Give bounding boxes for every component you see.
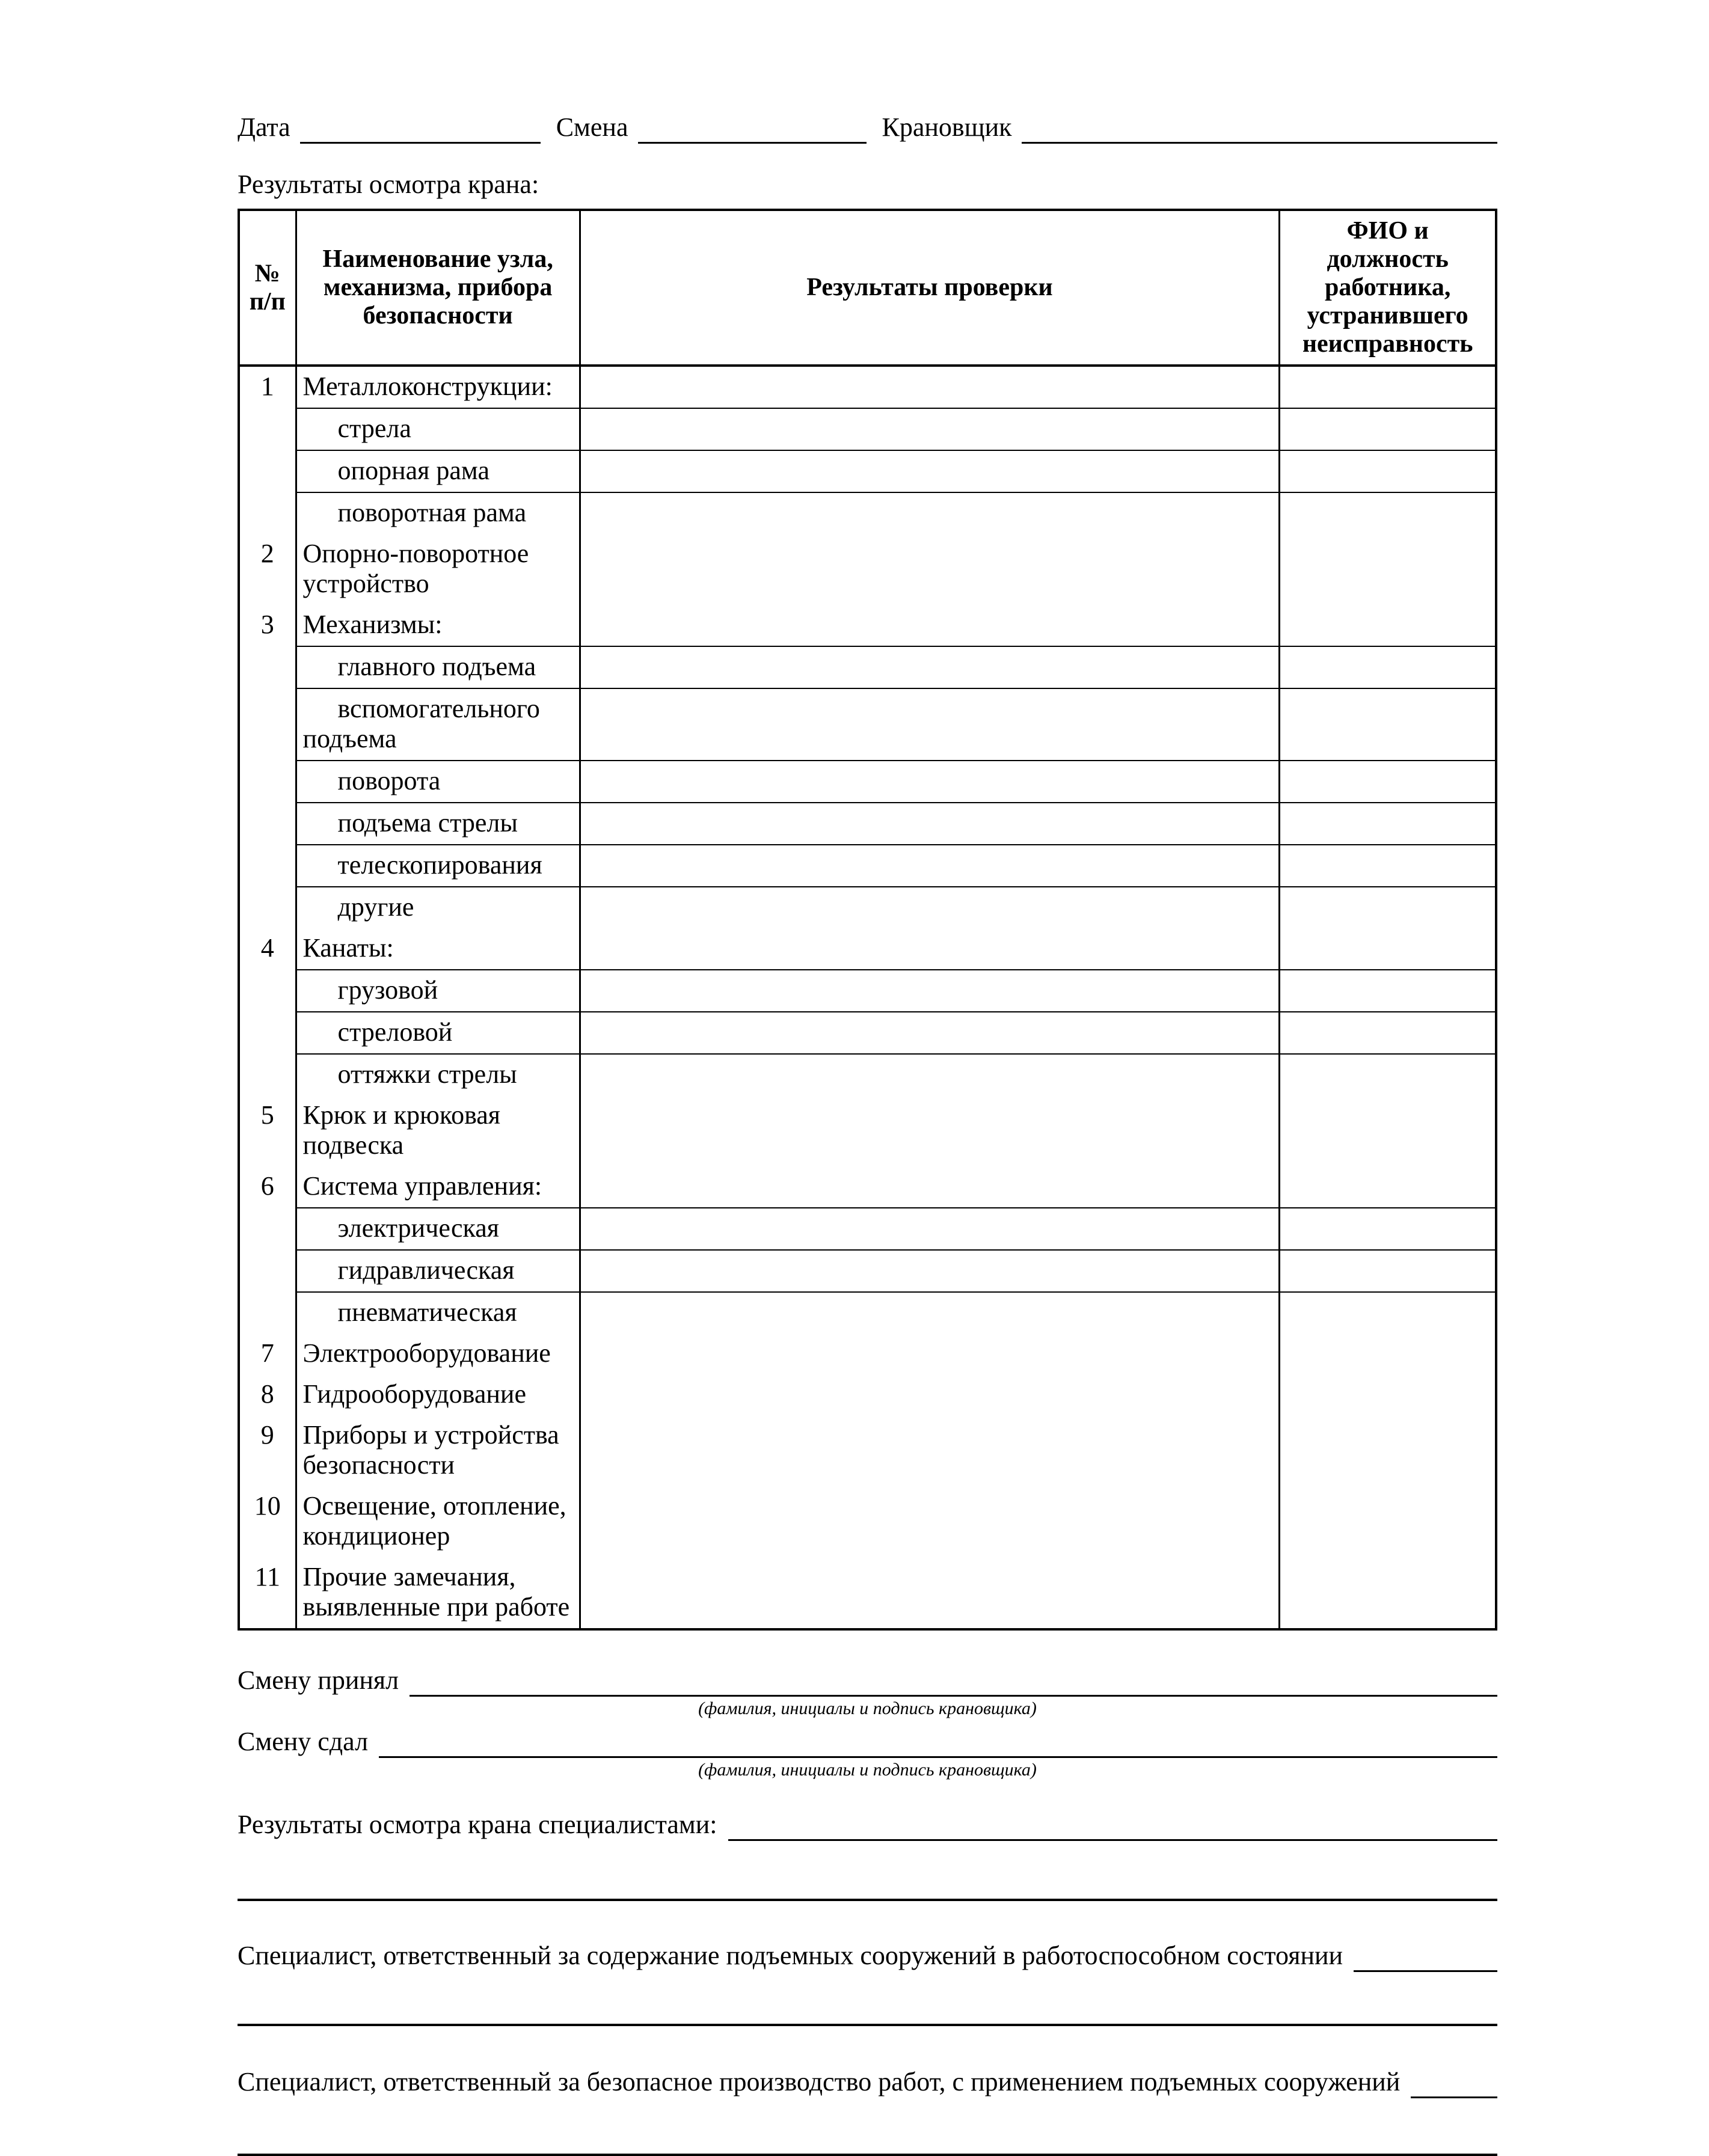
table-header-row — [239, 210, 1496, 366]
check-result-cell[interactable] — [580, 408, 1280, 450]
shift-handed-row — [238, 1726, 1497, 1758]
fio-cell[interactable] — [1280, 450, 1496, 492]
check-result-cell[interactable] — [580, 887, 1280, 928]
table-row — [239, 1208, 1496, 1250]
row-sublabel: электрическая — [296, 1208, 580, 1250]
fio-cell[interactable] — [1280, 845, 1496, 887]
fio-cell[interactable] — [1280, 1054, 1496, 1095]
fio-cell[interactable] — [1280, 534, 1496, 605]
crane-operator-label: Крановщик — [882, 112, 1012, 142]
table-row — [239, 534, 1496, 605]
check-result-cell[interactable] — [580, 1292, 1280, 1334]
specialist-2-row — [238, 2066, 1497, 2098]
specialists-results-line[interactable] — [728, 1809, 1498, 1841]
section-title: Результаты осмотра крана: — [238, 170, 539, 199]
row-number: 1 — [239, 366, 296, 534]
row-number: 6 — [239, 1166, 296, 1334]
check-result-cell[interactable] — [580, 1486, 1280, 1557]
check-result-cell[interactable] — [580, 492, 1280, 534]
table-row — [239, 408, 1496, 450]
row-number: 11 — [239, 1557, 296, 1629]
row-sublabel: другие — [296, 887, 580, 928]
col-header-unit-name: Наименование узла, механизма, прибора безопасности — [296, 210, 580, 366]
shift-input-line[interactable] — [638, 112, 867, 144]
row-sublabel: подъема стрелы — [296, 803, 580, 845]
row-number: 8 — [239, 1374, 296, 1415]
specialist-1-label: Специалист, ответственный за содержание подъемных сооружений в работоспособном состоянии — [238, 1941, 1343, 1970]
check-result-cell[interactable] — [580, 534, 1280, 605]
fio-cell[interactable] — [1280, 1374, 1496, 1415]
fio-cell[interactable] — [1280, 1557, 1496, 1629]
fio-cell[interactable] — [1280, 492, 1496, 534]
row-number: 7 — [239, 1334, 296, 1374]
check-result-cell[interactable] — [580, 1208, 1280, 1250]
check-result-cell[interactable] — [580, 1012, 1280, 1054]
row-sublabel: стреловой — [296, 1012, 580, 1054]
fio-cell[interactable] — [1280, 688, 1496, 761]
check-result-cell[interactable] — [580, 450, 1280, 492]
shift-handed-label: Смену сдал — [238, 1727, 369, 1756]
check-result-cell[interactable] — [580, 1334, 1280, 1374]
fio-cell[interactable] — [1280, 1012, 1496, 1054]
row-sublabel: гидравлическая — [296, 1250, 580, 1292]
specialists-results-label: Результаты осмотра крана специалистами: — [238, 1810, 717, 1839]
specialist-1-signature-line[interactable] — [1354, 1940, 1497, 1972]
shift-accepted-row — [238, 1664, 1497, 1697]
row-sublabel: оттяжки стрелы — [296, 1054, 580, 1095]
row-number: 10 — [239, 1486, 296, 1557]
check-result-cell[interactable] — [580, 1374, 1280, 1415]
check-result-cell[interactable] — [580, 1095, 1280, 1166]
specialist-1-row — [238, 1940, 1497, 1972]
table-row — [239, 1166, 1496, 1208]
check-result-cell[interactable] — [580, 845, 1280, 887]
blank-write-line[interactable] — [238, 1899, 1497, 1901]
blank-write-line[interactable] — [238, 2024, 1497, 2026]
col-header-check-results: Результаты проверки — [580, 210, 1280, 366]
check-result-cell[interactable] — [580, 1557, 1280, 1629]
fio-cell[interactable] — [1280, 803, 1496, 845]
top-fields-row — [238, 111, 1497, 144]
row-sublabel: поворотная рама — [296, 492, 580, 534]
row-label: Опорно-поворотное устройство — [296, 534, 580, 605]
fio-cell[interactable] — [1280, 761, 1496, 803]
signature-caption: (фамилия, инициалы и подпись крановщика) — [698, 1698, 1037, 1718]
row-number: 9 — [239, 1415, 296, 1486]
fio-cell[interactable] — [1280, 1486, 1496, 1557]
blank-write-line[interactable] — [238, 2154, 1497, 2156]
table-row — [239, 366, 1496, 408]
col-header-number: № п/п — [239, 210, 296, 366]
table-row — [239, 803, 1496, 845]
row-label: Прочие замечания, выявленные при работе — [296, 1557, 580, 1629]
check-result-cell[interactable] — [580, 1415, 1280, 1486]
row-number: 3 — [239, 605, 296, 928]
table-row — [239, 1415, 1496, 1486]
table-row — [239, 646, 1496, 688]
specialist-2-signature-line[interactable] — [1411, 2066, 1497, 2098]
date-label: Дата — [238, 112, 290, 142]
shift-accepted-label: Смену принял — [238, 1665, 399, 1695]
table-row — [239, 492, 1496, 534]
shift-accepted-signature-line[interactable] — [410, 1665, 1497, 1697]
row-sublabel: пневматическая — [296, 1292, 580, 1334]
crane-operator-input-line[interactable] — [1022, 112, 1497, 144]
row-label: Механизмы: — [296, 605, 580, 646]
fio-cell[interactable] — [1280, 1095, 1496, 1166]
row-sublabel: главного подъема — [296, 646, 580, 688]
row-label: Канаты: — [296, 928, 580, 970]
table-row — [239, 688, 1496, 761]
fio-cell[interactable] — [1280, 1292, 1496, 1334]
table-row — [239, 1292, 1496, 1334]
fio-cell[interactable] — [1280, 646, 1496, 688]
check-result-cell[interactable] — [580, 688, 1280, 761]
table-row — [239, 1250, 1496, 1292]
row-sublabel: поворота — [296, 761, 580, 803]
table-row — [239, 887, 1496, 928]
fio-cell[interactable] — [1280, 605, 1496, 646]
table-row — [239, 970, 1496, 1012]
row-number: 2 — [239, 534, 296, 605]
row-number: 5 — [239, 1095, 296, 1166]
col-header-fio: ФИО и должность работника, устранившего неисправность — [1280, 210, 1496, 366]
fio-cell[interactable] — [1280, 1208, 1496, 1250]
row-sublabel: стрела — [296, 408, 580, 450]
fio-cell[interactable] — [1280, 366, 1496, 408]
fio-cell[interactable] — [1280, 887, 1496, 928]
fio-cell[interactable] — [1280, 1166, 1496, 1208]
table-row — [239, 1095, 1496, 1166]
signature-caption: (фамилия, инициалы и подпись крановщика) — [698, 1760, 1037, 1780]
fio-cell[interactable] — [1280, 1415, 1496, 1486]
check-result-cell[interactable] — [580, 1166, 1280, 1208]
row-sublabel: грузовой — [296, 970, 580, 1012]
fio-cell[interactable] — [1280, 1334, 1496, 1374]
fio-cell[interactable] — [1280, 928, 1496, 970]
check-result-cell[interactable] — [580, 928, 1280, 970]
specialists-results-row — [238, 1808, 1497, 1841]
specialist-2-label: Специалист, ответственный за безопасное производство работ, с применением подъемных сооружений — [238, 2067, 1401, 2096]
table-row — [239, 761, 1496, 803]
table-row — [239, 1334, 1496, 1374]
date-input-line[interactable] — [300, 112, 541, 144]
row-sublabel: телескопирования — [296, 845, 580, 887]
check-result-cell[interactable] — [580, 1054, 1280, 1095]
check-result-cell[interactable] — [580, 646, 1280, 688]
row-label: Система управления: — [296, 1166, 580, 1208]
check-result-cell[interactable] — [580, 803, 1280, 845]
table-row — [239, 1054, 1496, 1095]
fio-cell[interactable] — [1280, 970, 1496, 1012]
check-result-cell[interactable] — [580, 605, 1280, 646]
row-label: Гидрооборудование — [296, 1374, 580, 1415]
table-row — [239, 605, 1496, 646]
table-row — [239, 1012, 1496, 1054]
table-row — [239, 1374, 1496, 1415]
row-label: Крюк и крюковая подвеска — [296, 1095, 580, 1166]
row-label: Освещение, отопление, кондиционер — [296, 1486, 580, 1557]
row-sublabel: вспомогательного подъема — [296, 688, 580, 761]
shift-label: Смена — [556, 112, 628, 142]
row-label: Электрооборудование — [296, 1334, 580, 1374]
fio-cell[interactable] — [1280, 1250, 1496, 1292]
row-sublabel: опорная рама — [296, 450, 580, 492]
row-label: Приборы и устройства безопасности — [296, 1415, 580, 1486]
fio-cell[interactable] — [1280, 408, 1496, 450]
table-row — [239, 1557, 1496, 1629]
table-row — [239, 845, 1496, 887]
check-result-cell[interactable] — [580, 366, 1280, 408]
check-result-cell[interactable] — [580, 761, 1280, 803]
table-row — [239, 928, 1496, 970]
table-row — [239, 1486, 1496, 1557]
row-number: 4 — [239, 928, 296, 1095]
inspection-table — [238, 209, 1497, 1631]
check-result-cell[interactable] — [580, 970, 1280, 1012]
check-result-cell[interactable] — [580, 1250, 1280, 1292]
shift-handed-signature-line[interactable] — [379, 1726, 1497, 1758]
table-row — [239, 450, 1496, 492]
row-label: Металлоконструкции: — [296, 366, 580, 408]
